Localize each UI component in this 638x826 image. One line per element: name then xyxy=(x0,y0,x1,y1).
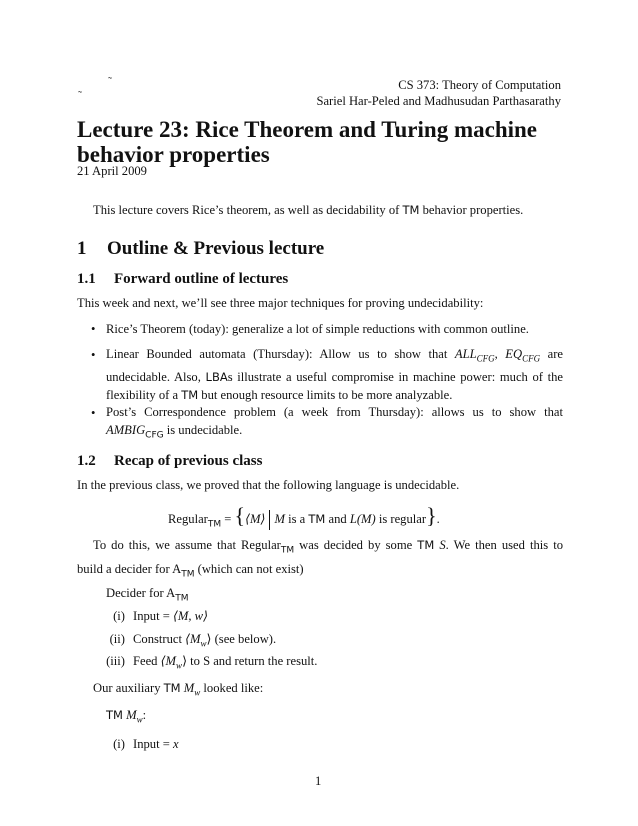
text: Decider for A xyxy=(106,586,176,600)
subsection-number: 1.1 xyxy=(77,271,96,287)
text: To do this, we assume that Regular xyxy=(93,538,281,552)
step-label: (ii) xyxy=(109,632,125,646)
text: build a decider for A xyxy=(77,561,182,576)
text: Input = xyxy=(133,609,173,623)
abstract-text: This lecture covers Rice’s theorem, as well as decidability of xyxy=(93,203,403,217)
formula-open-brace: { xyxy=(234,503,246,528)
section-number: 1 xyxy=(77,238,87,259)
math-sub: w xyxy=(194,687,201,698)
text: s illustrate a useful compromise in machine power: much of the xyxy=(227,369,564,384)
step-label: (i) xyxy=(113,737,125,751)
algorithm-title xyxy=(106,709,146,725)
course-name: CS 373: Theory of Computation xyxy=(398,78,561,92)
math-sub: w xyxy=(136,714,143,725)
page-number: 1 xyxy=(315,774,322,788)
paragraph: This week and next, we’ll see three major techniques for proving undecidability: xyxy=(77,296,484,310)
formula-text: is a xyxy=(284,512,309,526)
text: are xyxy=(540,347,563,361)
text: but enough resource limits to be more analyzable. xyxy=(198,387,453,402)
abstract-text: behavior properties. xyxy=(419,203,524,217)
step-text xyxy=(133,738,179,751)
text: Feed xyxy=(133,654,161,668)
subsection-title: Forward outline of lectures xyxy=(114,271,289,287)
paragraph xyxy=(77,536,563,583)
section-title: Outline & Previous lecture xyxy=(107,238,325,259)
math: ⟨M xyxy=(185,632,201,646)
text: flexibility of a xyxy=(106,387,182,402)
math: S xyxy=(439,538,446,552)
formula-m: M xyxy=(274,512,285,526)
formula-sub: TM xyxy=(207,519,222,530)
math: M xyxy=(183,681,195,695)
bullet-dot: • xyxy=(91,348,96,362)
bullet-dot: • xyxy=(91,322,96,336)
text: Input = xyxy=(133,737,173,751)
step-text xyxy=(133,633,276,649)
math-sub: w xyxy=(176,660,183,671)
text: was decided by some xyxy=(294,538,418,552)
math-sub: CFG xyxy=(476,353,495,364)
tm-abbrev: TM xyxy=(417,538,435,552)
paragraph: In the previous class, we proved that the following language is undecidable. xyxy=(77,478,460,492)
subsection-heading xyxy=(77,453,262,470)
formula-separator xyxy=(269,510,270,530)
subsection-title: Recap of previous class xyxy=(114,453,263,469)
math-sub: TM xyxy=(181,569,195,580)
tilde-mark: ˜ xyxy=(78,88,82,102)
step-text xyxy=(133,610,208,623)
text: Linear Bounded automata (Thursday): Allow us to show that xyxy=(106,347,455,361)
display-formula xyxy=(168,505,440,535)
formula-text: is regular xyxy=(375,512,427,526)
subsection-number: 1.2 xyxy=(77,453,96,469)
text: Our auxiliary xyxy=(93,681,164,695)
text: Post’s Correspondence problem (a week from Thursday): allows us to show that xyxy=(106,405,563,419)
text: looked like: xyxy=(200,681,264,695)
section-heading xyxy=(77,238,324,260)
tm-abbrev: TM xyxy=(308,512,326,526)
text: ⟩ (see below). xyxy=(206,632,277,646)
math: ⟨M, w⟩ xyxy=(172,609,208,623)
date: 21 April 2009 xyxy=(77,164,147,178)
math-sub: TM xyxy=(280,545,295,556)
algorithm-title xyxy=(106,587,189,604)
math: M xyxy=(126,708,137,722)
tm-abbrev: TM xyxy=(106,708,123,722)
math: ⟨M xyxy=(160,654,177,668)
math-sub: CFG xyxy=(145,430,164,441)
formula-text: and xyxy=(325,512,350,526)
formula-m: ⟨M⟩ xyxy=(245,512,266,526)
bullet-item xyxy=(106,345,563,404)
lba-abbrev: LBA xyxy=(205,369,228,384)
text: Construct xyxy=(133,632,186,646)
step-label: (i) xyxy=(113,609,125,623)
tm-abbrev: TM xyxy=(402,203,420,217)
text: ⟩ to S and return the result. xyxy=(182,654,318,668)
tilde-mark: ˜ xyxy=(108,74,112,88)
tm-abbrev: TM xyxy=(163,681,181,695)
formula-period: . xyxy=(436,512,440,526)
text: , xyxy=(494,347,506,361)
text: is undecidable. xyxy=(163,423,243,437)
formula-eq: = xyxy=(221,512,235,526)
step-label: (iii) xyxy=(106,654,125,668)
formula-lm: L(M) xyxy=(349,512,376,526)
paragraph xyxy=(93,682,263,698)
bullet-item xyxy=(106,403,563,445)
math: x xyxy=(172,737,179,751)
math-sub: CFG xyxy=(522,353,541,364)
math: EQ xyxy=(505,347,523,361)
math-sub: TM xyxy=(175,593,189,604)
page-title: Lecture 23: Rice Theorem and Turing machine behavior properties xyxy=(77,117,537,167)
text: . We then used this to xyxy=(445,538,564,552)
formula-lhs: Regular xyxy=(168,512,208,526)
abstract xyxy=(93,204,523,217)
subsection-heading xyxy=(77,271,288,288)
bullet-dot: • xyxy=(91,406,96,420)
math-sub: w xyxy=(200,638,207,649)
text: : xyxy=(142,708,147,722)
text: (which can not exist) xyxy=(194,561,304,576)
text: undecidable. Also, xyxy=(106,369,206,384)
bullet-item: Rice’s Theorem (today): generalize a lot of simple reductions with common outline. xyxy=(106,322,529,336)
formula-close-brace: } xyxy=(426,503,437,528)
math: AMBIG xyxy=(106,423,146,437)
authors: Sariel Har-Peled and Madhusudan Parthasarathy xyxy=(316,94,561,108)
math: ALL xyxy=(454,347,477,361)
tm-abbrev: TM xyxy=(181,387,199,402)
step-text xyxy=(133,655,317,671)
